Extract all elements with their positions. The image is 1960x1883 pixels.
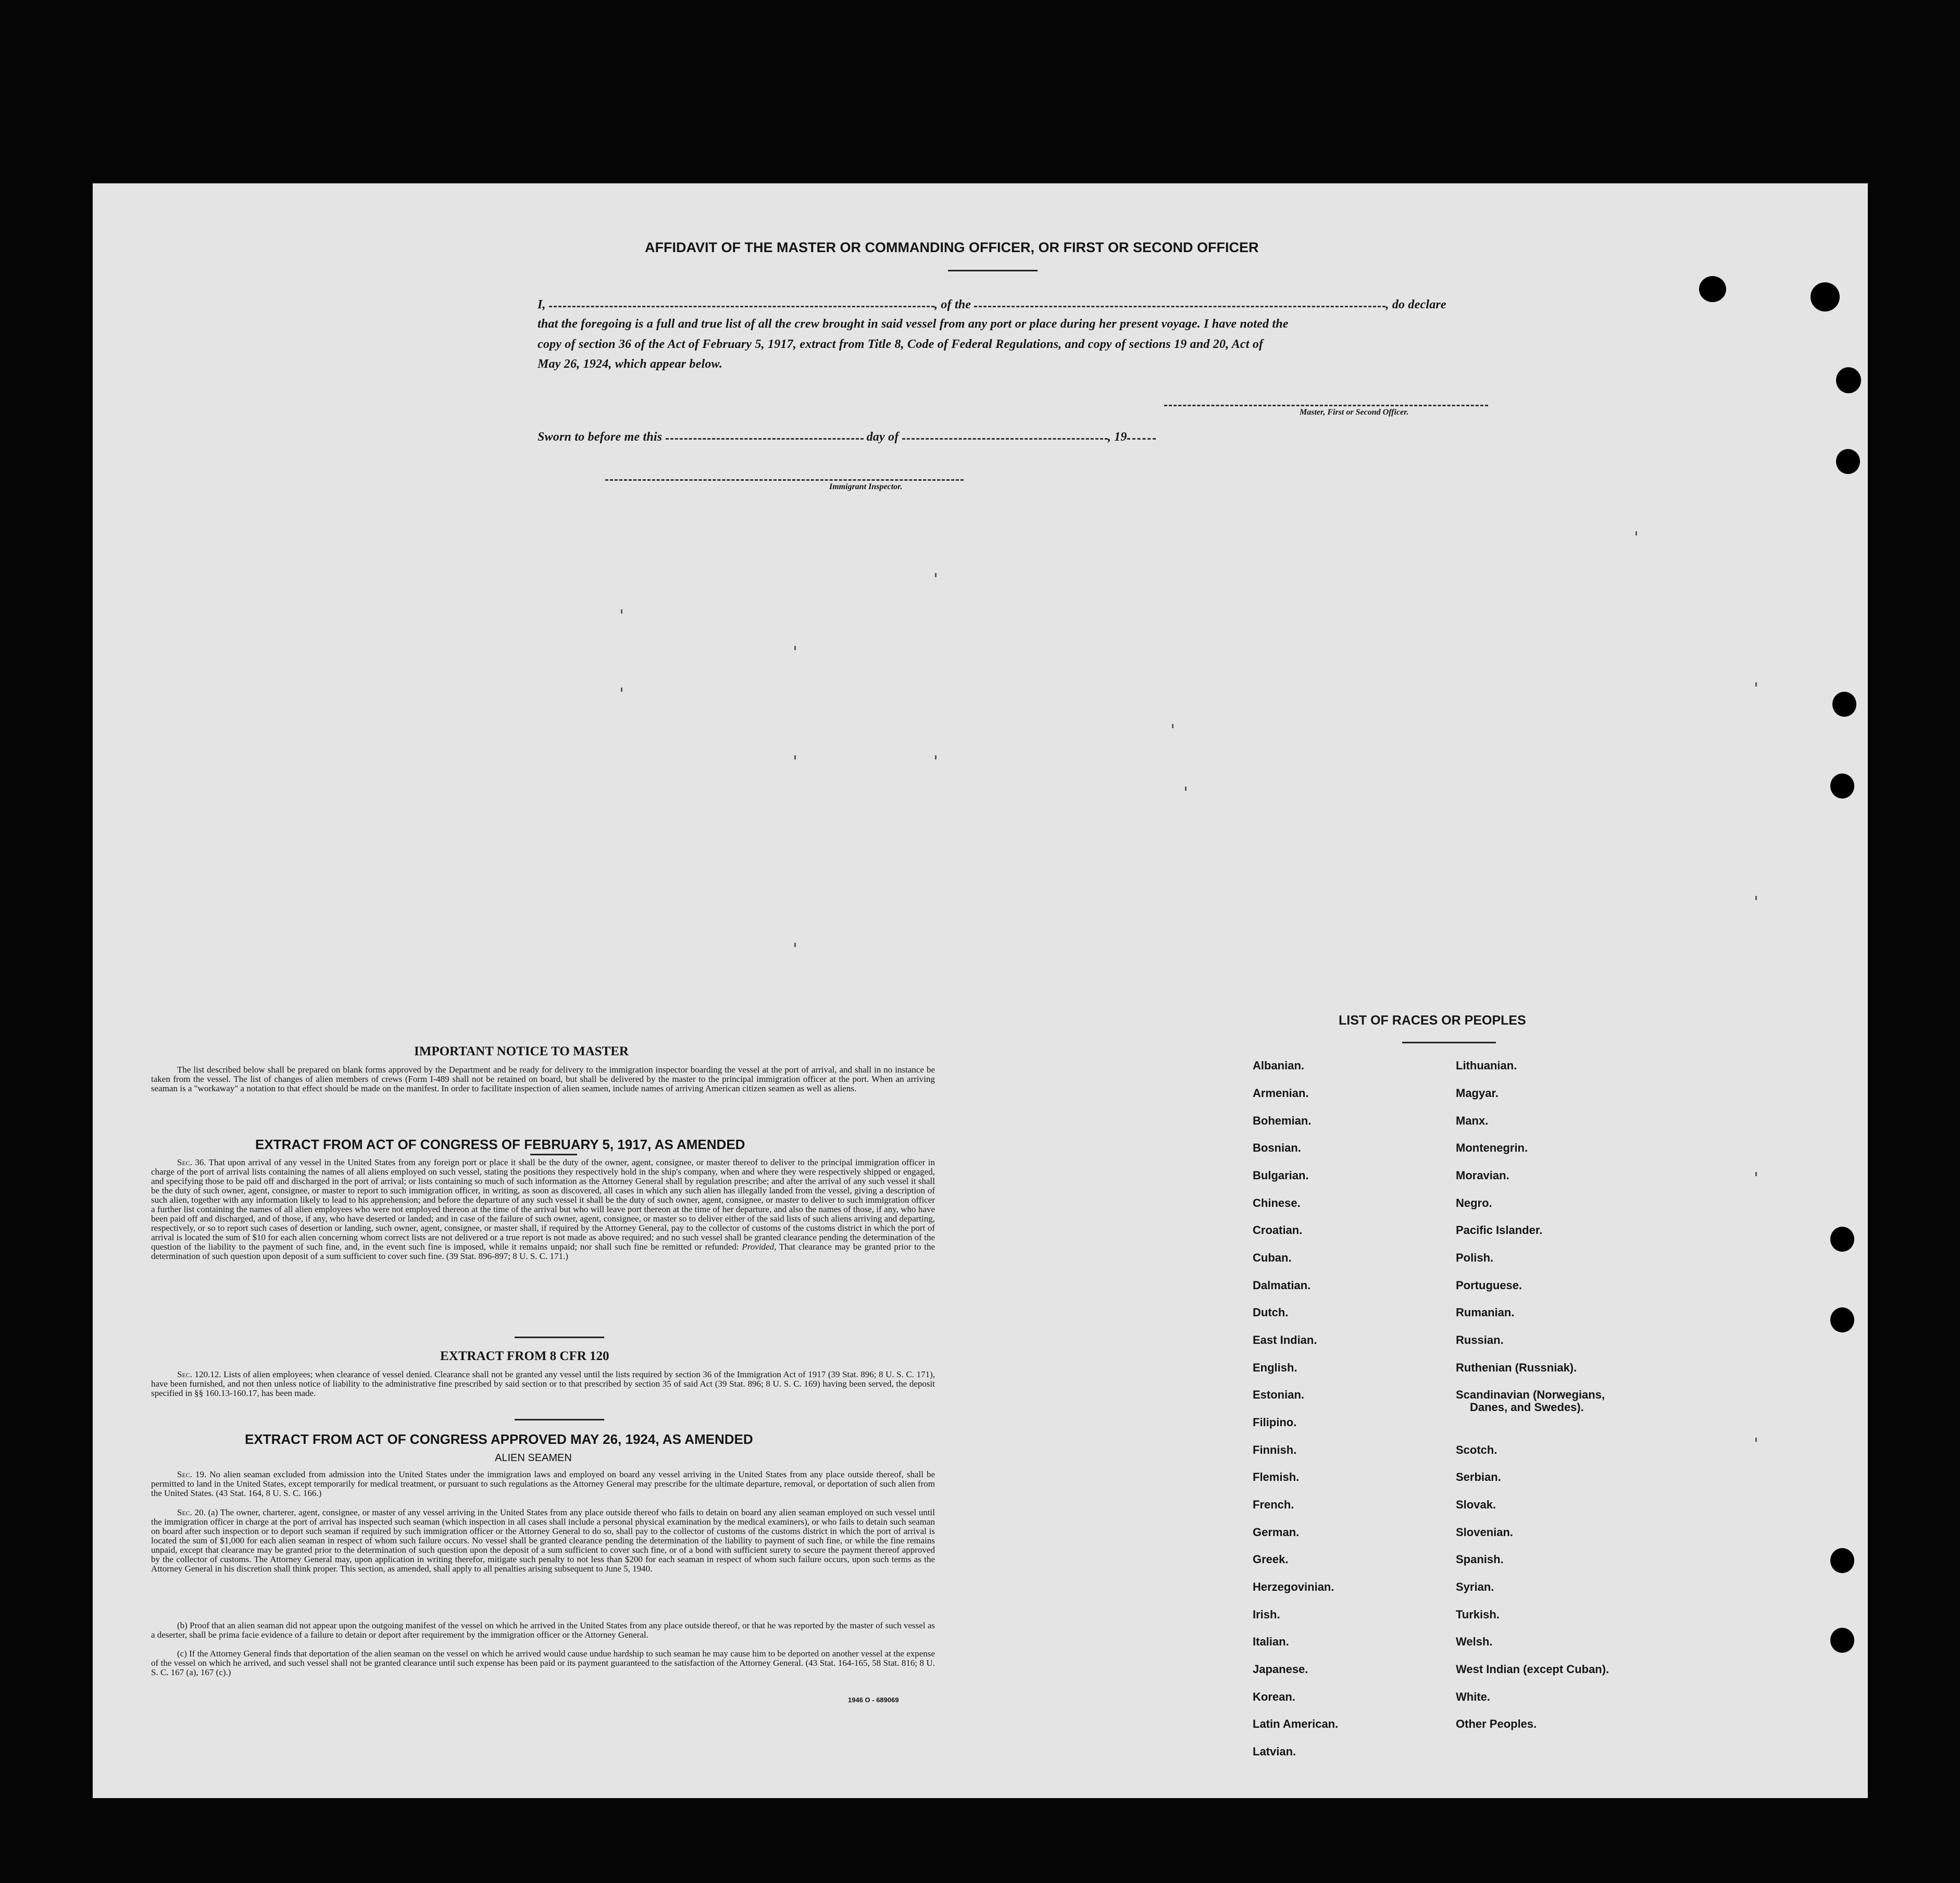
- declare-label: , do declare: [1385, 298, 1446, 311]
- race-list-item: Polish.: [1456, 1251, 1494, 1264]
- sec19-text: No alien seaman excluded from admission into the United States under the immigration laws and employed on board any vessel arriving in the United States from any place outside thereof, shall be permitted to land in the United States, except temporarily for medical treatment, or pursuant to such regulations as the Attorney General may prescribe for the ultimate departure, removal, or deportation of such alien from the United States. (43 Stat. 164, 8 U. S. C. 166.): [151, 1469, 935, 1498]
- punch-hole: [1830, 1628, 1854, 1653]
- notice-body: [151, 1065, 935, 1093]
- race-list-item: Manx.: [1456, 1114, 1489, 1127]
- race-list-item: Negro.: [1456, 1196, 1492, 1209]
- race-list-item: Greek.: [1253, 1553, 1289, 1566]
- punch-hole: [1830, 1548, 1854, 1573]
- race-list-item: Italian.: [1253, 1635, 1289, 1648]
- race-list-item: Bosnian.: [1253, 1141, 1301, 1154]
- race-list-item: Pacific Islander.: [1456, 1224, 1543, 1237]
- sec20a-text: (a) The owner, charterer, agent, consignee, or master of any vessel arriving in the United States from any place outside thereof who fails to detain on board any alien seaman employed on such vessel until the immigration officer in charge at the port of arrival has inspected such seaman (which inspection in all cases shall include a personal physical examination by the medical examiners), or who fails to detain such seaman on board after such inspection or to deport such seaman if required by such immigration officer or the Attorney General to do so, shall pay to the collector of customs of the customs district in which the port of arrival is located the sum of $1,000 for each alien seaman in respect of whom such failure occurs. No vessel shall be granted clearance pending the determination of the liability to payment of such fine, or while the fine remains unpaid, except that clearance may be granted prior to the determination of such question upon the deposit of a sum sufficient to cover such fine, or of a bond with sufficient surety to secure the payment thereof approved by the collector of customs. The Attorney General may, upon application in writing therefor, mitigate such penalty to not less than $200 for each seaman in respect of whom such failure occurs, upon such terms as the Attorney General in his discretion shall think proper. This section, as amended, shall apply to all penalties arising subsequent to June 5, 1940.: [151, 1507, 935, 1574]
- race-list-item: Welsh.: [1456, 1635, 1493, 1648]
- race-list-item: Herzegovinian.: [1253, 1580, 1334, 1593]
- race-list-item: Cuban.: [1253, 1251, 1292, 1264]
- extract-1917-title: EXTRACT FROM ACT OF CONGRESS OF FEBRUARY 5, 1917, AS AMENDED: [255, 1137, 745, 1152]
- column-tick: [1755, 1438, 1757, 1442]
- extract-1924-sec20b: (b) Proof that an alien seaman did not appear upon the outgoing manifest of the vessel on which he arrived in the United States from any place outside thereof, or that he was reported by the master of such vessel as a deserter, shall be prima facie evidence of a failure to detain or deport after requirement by the immigration officer or the Attorney General.: [151, 1620, 935, 1640]
- race-list-item: Scotch.: [1456, 1443, 1497, 1456]
- race-list-item: West Indian (except Cuban).: [1456, 1663, 1609, 1676]
- sworn-year-blank[interactable]: [1127, 438, 1156, 440]
- section-divider: [515, 1337, 604, 1338]
- column-tick: [621, 609, 622, 614]
- punch-hole: [1836, 449, 1860, 474]
- sec19-label: Sec. 19.: [177, 1469, 207, 1479]
- column-tick: [621, 688, 622, 692]
- inspector-signature-line[interactable]: [605, 479, 964, 481]
- inspector-signature-caption: Immigrant Inspector.: [829, 482, 903, 491]
- sec20-label: Sec. 20.: [177, 1507, 206, 1517]
- race-list-item: Bohemian.: [1253, 1114, 1312, 1127]
- punch-hole: [1830, 1227, 1854, 1252]
- day-of-label: day of: [866, 430, 899, 444]
- affidavit-title: AFFIDAVIT OF THE MASTER OR COMMANDING OFFICER, OR FIRST OR SECOND OFFICER: [645, 240, 1259, 255]
- master-signature-line[interactable]: [1164, 405, 1488, 406]
- affidavit-line-4: May 26, 1924, which appear below.: [538, 357, 723, 371]
- race-list-item: French.: [1253, 1498, 1294, 1511]
- affidavit-line-3: copy of section 36 of the Act of February 5, 1917, extract from Title 8, Code of Federal Regulations, and copy of sections 19 and 20, Act of: [538, 338, 1264, 351]
- race-list-item: Dalmatian.: [1253, 1279, 1311, 1292]
- race-list-item: Scandinavian (Norwegians,: [1456, 1388, 1605, 1401]
- extract-1924-sec20a: [151, 1508, 935, 1574]
- race-list-item: Armenian.: [1253, 1087, 1309, 1100]
- column-tick: [1755, 1172, 1757, 1176]
- proviso-label: Provided,: [742, 1242, 777, 1252]
- race-list-item: Ruthenian (Russniak).: [1456, 1361, 1577, 1374]
- race-list-item: Estonian.: [1253, 1388, 1305, 1401]
- section-divider: [515, 1419, 604, 1420]
- race-list-item: Albanian.: [1253, 1059, 1305, 1072]
- column-tick: [935, 755, 937, 759]
- race-list-item: Flemish.: [1253, 1470, 1300, 1483]
- races-title: LIST OF RACES OR PEOPLES: [1339, 1013, 1526, 1028]
- year-label: , 19: [1107, 430, 1127, 444]
- extract-1924-sec19: [151, 1470, 935, 1498]
- sworn-label: Sworn to before me this: [538, 430, 663, 444]
- race-list-item: Japanese.: [1253, 1663, 1308, 1676]
- vessel-name-blank[interactable]: [974, 306, 1385, 307]
- race-list-item: English.: [1253, 1361, 1297, 1374]
- race-list-item: Irish.: [1253, 1608, 1280, 1621]
- column-tick: [794, 755, 796, 759]
- race-list-item: Finnish.: [1253, 1443, 1297, 1456]
- print-code: 1946 O - 689069: [848, 1696, 899, 1704]
- punch-hole: [1832, 692, 1856, 717]
- race-list-item: Serbian.: [1456, 1470, 1501, 1483]
- race-list-item: Chinese.: [1253, 1196, 1301, 1209]
- race-list-item: Croatian.: [1253, 1224, 1303, 1237]
- column-tick: [1636, 531, 1637, 535]
- race-list-item: Latvian.: [1253, 1745, 1296, 1758]
- affiant-name-blank[interactable]: [549, 306, 934, 307]
- race-list-item: Danes, and Swedes).: [1470, 1401, 1584, 1414]
- punch-hole: [1830, 774, 1854, 799]
- race-list-item: German.: [1253, 1526, 1300, 1539]
- race-list-item: Lithuanian.: [1456, 1059, 1517, 1072]
- affidavit-line-1: [538, 298, 1446, 312]
- race-list-item: Korean.: [1253, 1690, 1295, 1703]
- column-tick: [935, 573, 937, 577]
- races-title-rule: [1402, 1042, 1496, 1043]
- race-list-item: Bulgarian.: [1253, 1169, 1309, 1182]
- sworn-line: [538, 430, 1156, 444]
- race-list-item: Spanish.: [1456, 1553, 1504, 1566]
- race-list-item: Turkish.: [1456, 1608, 1500, 1621]
- punch-hole: [1699, 276, 1726, 302]
- master-signature-caption: Master, First or Second Officer.: [1300, 408, 1409, 417]
- race-list-item: Other Peoples.: [1456, 1717, 1537, 1730]
- column-tick: [1755, 896, 1757, 900]
- sworn-month-blank[interactable]: [902, 438, 1108, 440]
- extract-1924-sec20c: (c) If the Attorney General finds that deportation of the alien seaman on the vessel on which he arrived would cause undue hardship to such seaman he may cause him to be deported on another vessel at the expense of the vessel on which he arrived, and such vessel shall not be granted clearance until such expense has been paid or its payment guaranteed to the satisfaction of the Attorney General. (43 Stat. 164-165, 58 Stat. 816; 8 U. S. C. 167 (a), 167 (c).): [151, 1649, 935, 1677]
- extract-cfr-title: EXTRACT FROM 8 CFR 120: [440, 1349, 609, 1363]
- notice-text: The list described below shall be prepared on blank forms approved by the Department and be ready for delivery to the immigration inspector boarding the vessel at the port of arrival, and shall in no instance be taken from the vessel. The list of changes of alien members of crews (Form I-489 shall not be retained on board, but shall be delivered by the master to the principal immigration officer at the port. When an arriving seaman is a "workaway" a notation to that effect should be made on the manifest. In order to facilitate inspection of alien seamen, include names of arriving American citizen seamen as well as aliens.: [151, 1065, 935, 1093]
- race-list-item: Moravian.: [1456, 1169, 1509, 1182]
- race-list-item: Slovak.: [1456, 1498, 1496, 1511]
- race-list-item: Rumanian.: [1456, 1306, 1515, 1319]
- punch-hole: [1811, 282, 1840, 311]
- extract-1924-title: EXTRACT FROM ACT OF CONGRESS APPROVED MAY 26, 1924, AS AMENDED: [245, 1431, 753, 1447]
- extract-cfr-body: [151, 1370, 935, 1398]
- punch-hole: [1830, 1307, 1854, 1332]
- column-tick: [1755, 682, 1757, 687]
- vessel-label: , of the: [934, 298, 971, 311]
- extract-1917-body: [151, 1158, 935, 1261]
- punch-hole: [1836, 367, 1861, 393]
- race-list-item: Magyar.: [1456, 1087, 1499, 1100]
- sec36-text-end: That clearance may be granted prior to the determination of such question upon deposit of a sum sufficient to cover such fine. (39 Stat. 896-897; 8 U. S. C. 171.): [151, 1242, 935, 1261]
- race-list-item: Montenegrin.: [1456, 1141, 1528, 1154]
- column-tick: [794, 943, 796, 947]
- race-list-item: Dutch.: [1253, 1306, 1289, 1319]
- race-list-item: East Indian.: [1253, 1333, 1317, 1346]
- sec120-text: Lists of alien employees; when clearance of vessel denied. Clearance shall not be granted any vessel until the lists required by section 36 of the Immigration Act of 1917 (39 Stat. 896; 8 U. S. C. 171), have been furnished, and not then unless notice of liability to the administrative fine prescribed by said section or to that prescribed by section 35 of said Act (39 Stat. 896; 8 U. S. C. 169) having been served, the deposit specified in §§ 160.13-160.17, has been made.: [151, 1369, 935, 1398]
- affidavit-line-2: that the foregoing is a full and true list of all the crew brought in said vessel from any port or place during her present voyage. I have noted the: [538, 317, 1289, 331]
- sec36-text: That upon arrival of any vessel in the United States from any foreign port or place it shall be the duty of the owner, agent, consignee, or master thereof to deliver to the principal immigration officer in charge of the port of arrival lists containing the names of all aliens employed on such vessel, stating the positions they respectively hold in the ship's company, when and where they were respectively shipped or engaged, and specifying those to be paid off and discharged in the port of arrival; or lists containing so much of such information as the Attorney General shall by regulation prescribe; and after the arrival of any such vessel it shall be the duty of such owner, agent, consignee, or master to report to such immigration officer, in writing, as soon as discovered, all cases in which any such alien has illegally landed from the vessel, giving a description of such alien, together with any information likely to lead to his apprehension; and before the departure of any such vessel it shall be the duty of such owner, agent, consignee, or master to deliver to such immigration officer a further list containing the names of all alien employees who were not employed thereon at the time of the arrival but who will leave port thereon at the time of her departure, and also the names of those, if any, who have been paid off and discharged, and of those, if any, who have deserted or landed; and in case of the failure of such owner, agent, consignee, or master so to deliver either of the said lists of such aliens arriving and departing, respectively, or so to report such cases of desertion or landing, such owner, agent, consignee, or master shall, if required by the Attorney General, pay to the collector of customs of the customs district in which the port of arrival is located the sum of $10 for each alien concerning whom correct lists are not delivered or a true report is not made as above required; and no such vessel shall be granted clearance pending the determination of the question of the liability to the payment of such fine, and, in the event such fine is imposed, while it remains unpaid; nor shall such fine be remitted or refunded:: [151, 1157, 935, 1252]
- column-tick: [1172, 724, 1173, 728]
- alien-seamen-subtitle: ALIEN SEAMEN: [495, 1452, 572, 1464]
- extract-1917-rule: [530, 1154, 577, 1155]
- race-list-item: Latin American.: [1253, 1717, 1339, 1730]
- affidavit-title-rule: [948, 270, 1038, 271]
- affiant-label: I,: [538, 298, 546, 311]
- sec36-label: Sec. 36.: [177, 1157, 206, 1167]
- sec120-label: Sec. 120.12.: [177, 1369, 221, 1379]
- notice-title: IMPORTANT NOTICE TO MASTER: [414, 1044, 629, 1058]
- sworn-day-blank[interactable]: [666, 438, 864, 440]
- column-tick: [794, 646, 796, 650]
- race-list-item: Filipino.: [1253, 1416, 1297, 1429]
- race-list-item: Russian.: [1456, 1333, 1504, 1346]
- race-list-item: Slovenian.: [1456, 1526, 1514, 1539]
- race-list-item: Syrian.: [1456, 1580, 1494, 1593]
- race-list-item: Portuguese.: [1456, 1279, 1522, 1292]
- column-tick: [1185, 787, 1187, 791]
- race-list-item: White.: [1456, 1690, 1490, 1703]
